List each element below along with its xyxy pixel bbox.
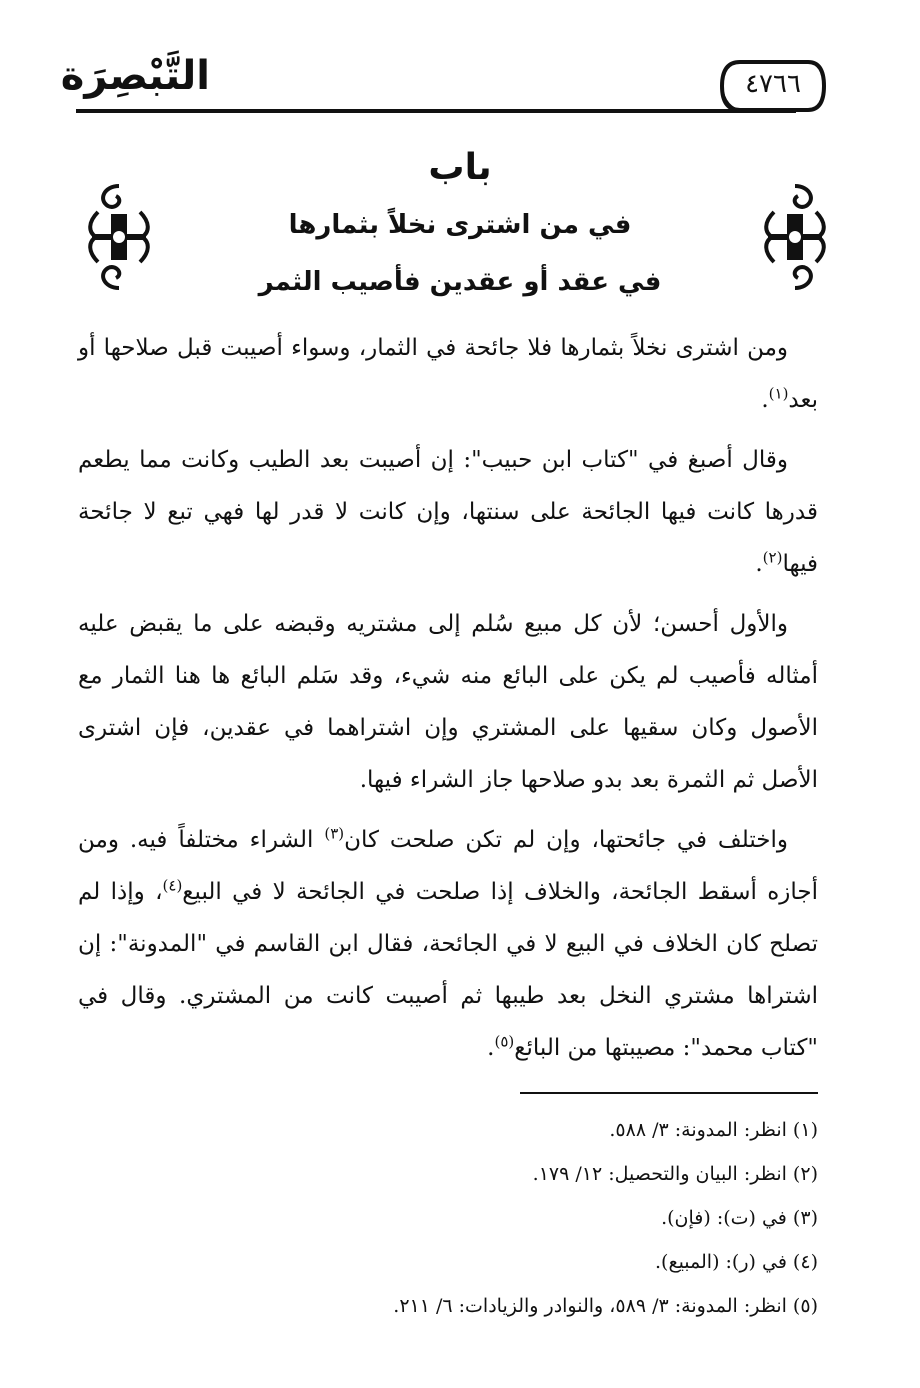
- footnote: (٣) في (ت): (فإن).: [661, 1207, 818, 1229]
- floral-ornament-icon: [84, 182, 154, 292]
- paragraph-text: ، وإذا لم تصلح كان الخلاف في البيع لا في الجائحة، فقال ابن القاسم في "المدونة": إن اشتراها مشتري النخل بعد طيبها ثم أصيبت كانت من المشتري. وقال في "كتاب محمد": مصيبتها من البائع: [78, 879, 818, 1061]
- paragraph-text: وقال أصبغ في "كتاب ابن حبيب": إن أصيبت بعد الطيب وكانت مما يطعم قدرها كانت فيها الجائحة على سنتها، وإن كانت لا قدر لها فهي تبع لا جائحة فيها: [78, 447, 818, 577]
- paragraph-tail: .: [755, 551, 763, 577]
- footnote-ref[interactable]: (٢): [762, 548, 783, 567]
- paragraph: [78, 322, 818, 426]
- paragraph: [78, 598, 818, 806]
- paragraph: [78, 814, 818, 1074]
- chapter-subtitle-line-1: في من اشترى نخلاً بثمارها: [288, 210, 632, 240]
- footnote: (٢) انظر: البيان والتحصيل: ١٢/ ١٧٩.: [532, 1163, 818, 1185]
- paragraph-text: ومن اشترى نخلاً بثمارها فلا جائحة في الثمار، وسواء أصيبت قبل صلاحها أو بعد: [78, 335, 818, 413]
- paragraph-text: الشراء مختلفاً فيه. ومن أجازه أسقط الجائحة، والخلاف إذا صلحت في الجائحة لا في البيع: [78, 827, 818, 905]
- footnote-ref[interactable]: (٥): [494, 1032, 515, 1051]
- footnote: (٥) انظر: المدونة: ٣/ ٥٨٩، والنوادر والزيادات: ٦/ ٢١١.: [393, 1295, 818, 1317]
- header-rule: [76, 109, 796, 113]
- floral-ornament-icon: [760, 182, 830, 292]
- body-text: [78, 322, 818, 1082]
- paragraph-text: واختلف في جائحتها، وإن لم تكن صلحت كان: [344, 827, 788, 853]
- footnote-divider: [520, 1092, 818, 1094]
- paragraph-tail: .: [487, 1035, 495, 1061]
- book-title: التَّبْصِرَة: [60, 53, 210, 99]
- chapter-subtitle-line-2: في عقد أو عقدين فأصيب الثمر: [258, 267, 662, 297]
- footnote-ref[interactable]: (١): [768, 384, 789, 403]
- chapter-heading: باب: [428, 147, 492, 188]
- paragraph-text: والأول أحسن؛ لأن كل مبيع سُلم إلى مشتريه وقبضه على ما يقبض عليه أمثاله فأصيب لم يكن على البائع منه شيء، وقد سَلم البائع ها هنا الثمار مع الأصول وكان سقيها على المشتري وإن اشتراهما في عقدين، فإن اشترى الأصل ثم الثمرة بعد بدو صلاحها جاز الشراء فيها.: [78, 611, 818, 793]
- paragraph: [78, 434, 818, 590]
- page-number: ٤٧٦٦: [745, 69, 801, 99]
- footnote-ref[interactable]: (٤): [162, 876, 183, 895]
- paragraph-tail: .: [761, 387, 769, 413]
- footnote: (٤) في (ر): (المبيع).: [655, 1251, 818, 1273]
- footnote: (١) انظر: المدونة: ٣/ ٥٨٨.: [609, 1119, 818, 1141]
- footnote-ref[interactable]: (٣): [324, 824, 345, 843]
- footnotes: [200, 1108, 818, 1328]
